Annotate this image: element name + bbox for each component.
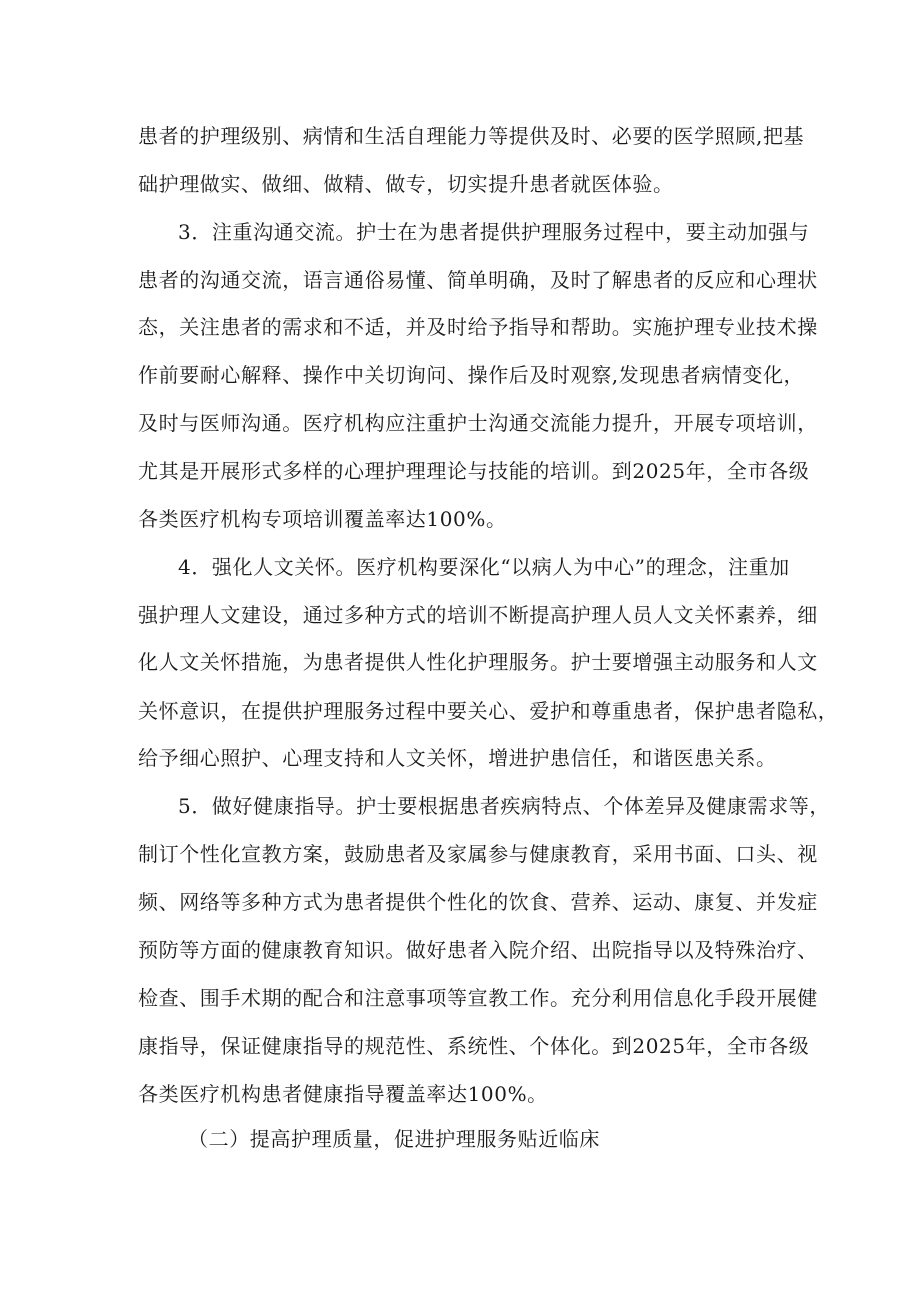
text-line: 作前要耐心解释、操作中关切询问、操作后及时观察,发现患者病情变化， [138, 363, 805, 387]
text-line: 频、网络等多种方式为患者提供个性化的饮食、营养、运动、康复、并发症 [138, 890, 818, 914]
text-line: 给予细心照护、心理支持和人文关怀，增进护患信任，和谐医患关系。 [138, 746, 777, 770]
text-line: 尤其是开展形式多样的心理护理理论与技能的培训。到2025年，全市各级 [138, 459, 810, 483]
text-line: 化人文关怀措施，为患者提供人性化护理服务。护士要增强主动服务和人文 [138, 650, 818, 674]
text-line: 关怀意识，在提供护理服务过程中要关心、爱护和尊重患者，保护患者隐私， [138, 699, 839, 723]
paragraph-5-start: 5．做好健康指导。护士要根据患者疾病特点、个体差异及健康需求等， [178, 794, 830, 818]
text-line: 强护理人文建设，通过多种方式的培训不断提高护理人员人文关怀素养，细 [138, 603, 818, 627]
text-line: 制订个性化宣教方案，鼓励患者及家属参与健康教育，采用书面、口头、视 [138, 842, 818, 866]
text-line: 各类医疗机构专项培训覆盖率达100%。 [138, 507, 507, 531]
text-line: 患者的沟通交流，语言通俗易懂、简单明确，及时了解患者的反应和心理状 [138, 268, 818, 292]
text-line: 检查、围手术期的配合和注意事项等宣教工作。充分利用信息化手段开展健 [138, 986, 818, 1010]
text-line: 预防等方面的健康教育知识。做好患者入院介绍、出院指导以及特殊治疗、 [138, 938, 818, 962]
text-line: 患者的护理级别、病情和生活自理能力等提供及时、必要的医学照顾,把基 [138, 124, 805, 148]
text-line: 及时与医师沟通。医疗机构应注重护士沟通交流能力提升，开展专项培训， [138, 411, 818, 435]
text-line: 础护理做实、做细、做精、做专，切实提升患者就医体验。 [138, 172, 674, 196]
text-line: 各类医疗机构患者健康指导覆盖率达100%。 [138, 1082, 548, 1106]
paragraph-3-start: 3．注重沟通交流。护士在为患者提供护理服务过程中，要主动加强与 [178, 220, 810, 244]
text-line: 态，关注患者的需求和不适，并及时给予指导和帮助。实施护理专业技术操 [138, 315, 818, 339]
section-heading: （二）提高护理质量，促进护理服务贴近临床 [188, 1127, 600, 1151]
paragraph-4-start: 4．强化人文关怀。医疗机构要深化“以病人为中心”的理念，注重加 [178, 555, 790, 579]
text-line: 康指导，保证健康指导的规范性、系统性、个体化。到2025年，全市各级 [138, 1034, 810, 1058]
